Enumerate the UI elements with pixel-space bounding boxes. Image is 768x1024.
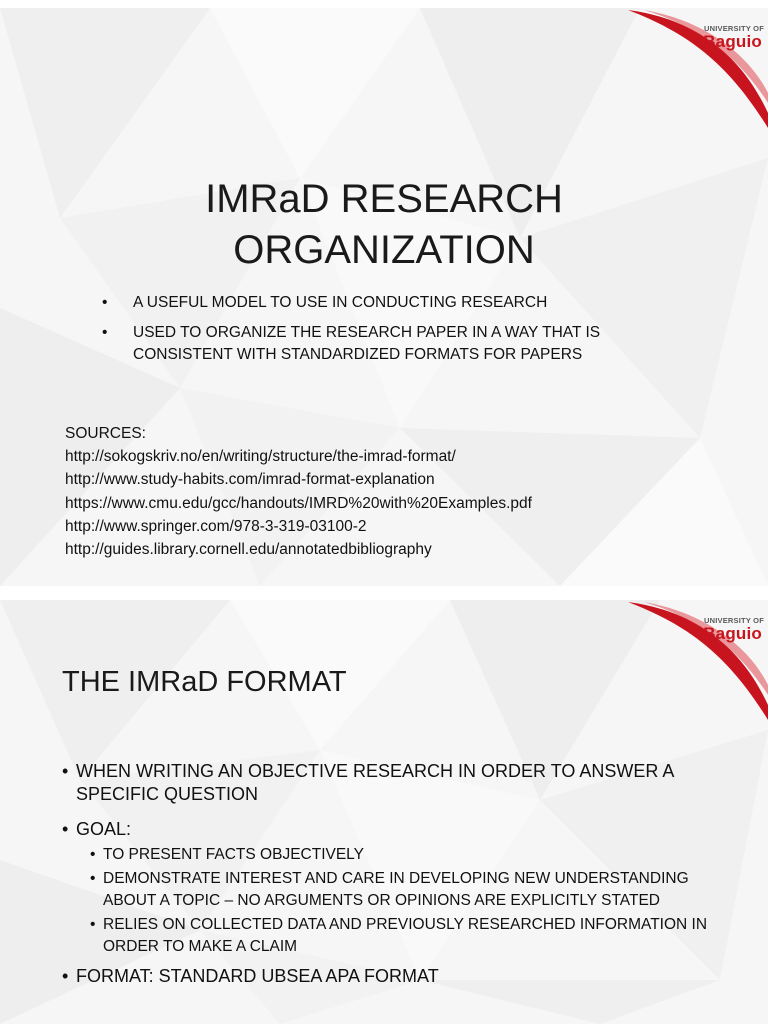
source-link-1[interactable]: http://sokogskriv.no/en/writing/structure/the-imrad-format/ bbox=[65, 448, 456, 466]
logo-university-of-text: UNIVERSITY OF bbox=[704, 24, 764, 33]
university-logo bbox=[608, 8, 768, 128]
goal-item-present-facts: • TO PRESENT FACTS OBJECTIVELY bbox=[90, 844, 730, 866]
slide-1-title bbox=[0, 174, 768, 276]
sources-block bbox=[65, 422, 532, 561]
logo-university-of-text: UNIVERSITY OF bbox=[704, 616, 764, 625]
page-top-margin bbox=[0, 0, 768, 8]
goal-sub-bullets bbox=[90, 844, 730, 958]
bullet-list-format bbox=[62, 965, 722, 988]
source-link-5[interactable]: http://guides.library.cornell.edu/annotatedbibliography bbox=[65, 541, 432, 559]
bullet-format: • FORMAT: STANDARD UBSEA APA FORMAT bbox=[62, 965, 722, 988]
bullet-goal: • GOAL: bbox=[62, 818, 722, 841]
goal-item-collected-data: • RELIES ON COLLECTED DATA AND PREVIOUSLY RESEARCHED INFORMATION IN ORDER TO MAKE A CLAIM bbox=[90, 914, 730, 958]
source-link-4[interactable]: http://www.springer.com/978-3-319-03100-2 bbox=[65, 517, 367, 535]
logo-baguio-text: Baguio bbox=[703, 32, 762, 51]
logo-baguio-text: Baguio bbox=[703, 624, 762, 643]
slide-2 bbox=[0, 600, 768, 1024]
university-logo bbox=[608, 600, 768, 720]
slide-1-title-line-2: ORGANIZATION bbox=[233, 228, 535, 272]
goal-item-demonstrate-interest: • DEMONSTRATE INTEREST AND CARE IN DEVELOPING NEW UNDERSTANDING ABOUT A TOPIC – NO ARGUMENTS OR OPINIONS ARE EXPLICITLY STATED bbox=[90, 868, 730, 912]
slide-2-title: THE IMRaD FORMAT bbox=[62, 666, 347, 698]
sources-label: SOURCES: bbox=[65, 425, 146, 442]
source-link-2[interactable]: http://www.study-habits.com/imrad-format-explanation bbox=[65, 471, 435, 489]
bullet-organize-paper: • USED TO ORGANIZE THE RESEARCH PAPER IN A WAY THAT IS CONSISTENT WITH STANDARDIZED FORMATS FOR PAPERS bbox=[100, 322, 620, 366]
bullet-useful-model: • A USEFUL MODEL TO USE IN CONDUCTING RESEARCH bbox=[100, 292, 620, 314]
slide-1-title-line-1: IMRaD RESEARCH bbox=[205, 177, 563, 221]
bullet-objective-research: • WHEN WRITING AN OBJECTIVE RESEARCH IN ORDER TO ANSWER A SPECIFIC QUESTION bbox=[62, 760, 722, 806]
source-link-3[interactable]: https://www.cmu.edu/gcc/handouts/IMRD%20with%20Examples.pdf bbox=[65, 494, 532, 512]
bullet-list-writing bbox=[62, 760, 722, 806]
bullet-list-goal bbox=[62, 818, 722, 841]
slide-1-bullet-list bbox=[100, 292, 620, 374]
slide-1 bbox=[0, 8, 768, 586]
slide-separator bbox=[0, 586, 768, 600]
